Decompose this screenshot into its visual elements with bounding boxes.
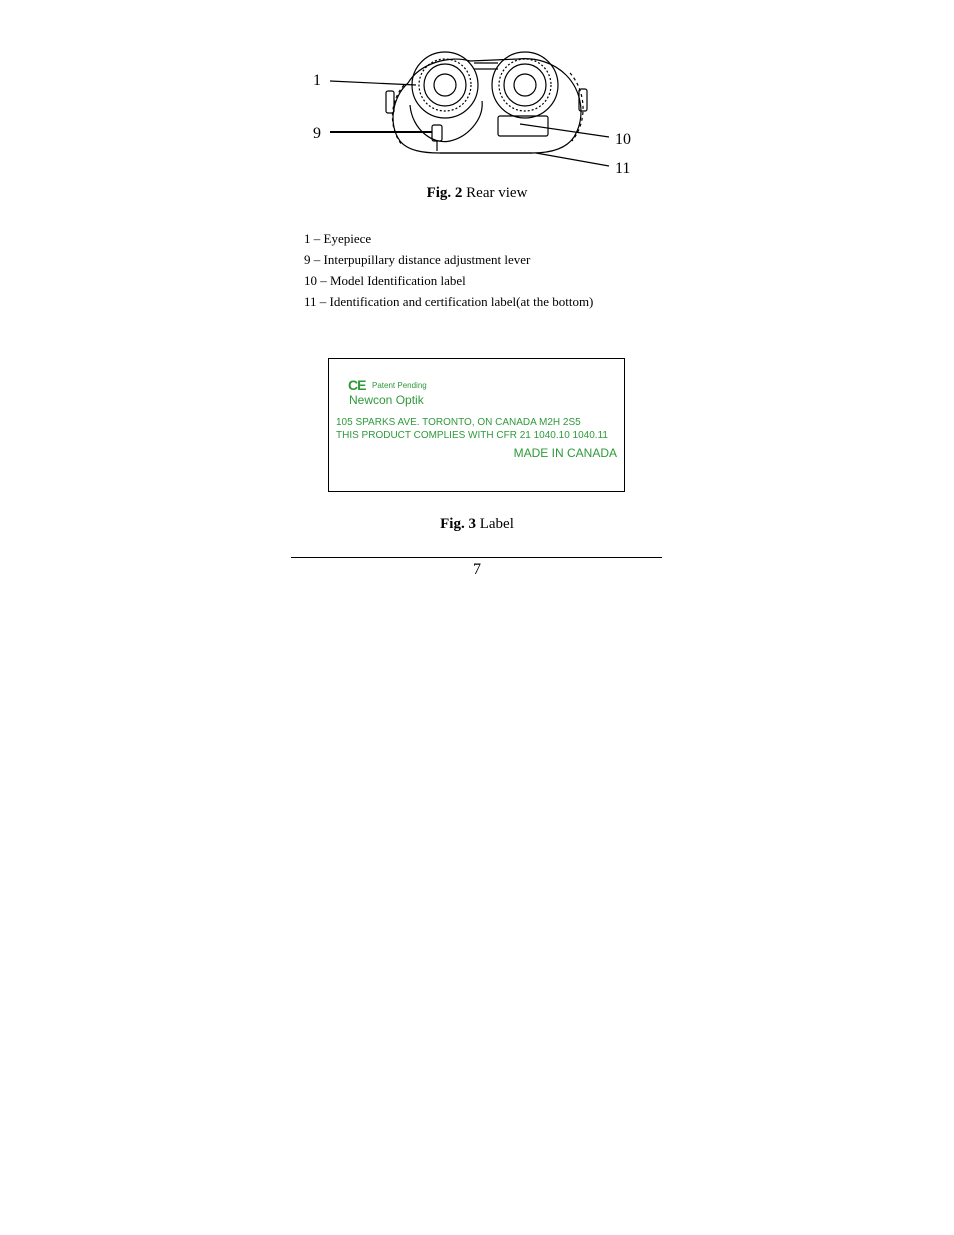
legend-item: 10 – Model Identification label: [304, 273, 466, 288]
callout-9: 9: [313, 125, 321, 142]
legend-item: 9 – Interpupillary distance adjustment lever: [304, 252, 531, 267]
footer-divider: [291, 557, 662, 558]
page-number: 7: [473, 561, 481, 578]
parts-legend: [304, 228, 593, 312]
callout-11: 11: [615, 160, 631, 177]
ce-mark: CE: [348, 377, 366, 393]
figure-2-caption: [0, 185, 954, 202]
callout-1: 1: [313, 72, 321, 89]
figure-2-number: Fig. 2: [426, 185, 463, 201]
figure-3-caption: [0, 516, 954, 533]
binocular-rear-view-drawing: [300, 45, 660, 180]
legend-item: 11 – Identification and certification label(at the bottom): [304, 294, 594, 309]
compliance-statement: THIS PRODUCT COMPLIES WITH CFR 21 1040.10 1040.11: [336, 430, 608, 441]
callout-10: 10: [615, 131, 631, 148]
figure-3-title: Label: [475, 516, 514, 532]
manufacturer-name: Newcon Optik: [349, 393, 424, 407]
product-label: [328, 358, 625, 492]
patent-text: Patent Pending: [372, 381, 427, 390]
legend-item: 1 – Eyepiece: [304, 231, 372, 246]
made-in-text: MADE IN CANADA: [513, 446, 617, 460]
manufacturer-address: 105 SPARKS AVE. TORONTO, ON CANADA M2H 2S5: [336, 417, 581, 428]
figure-2-title: Rear view: [462, 185, 528, 201]
figure-3-number: Fig. 3: [440, 516, 476, 532]
